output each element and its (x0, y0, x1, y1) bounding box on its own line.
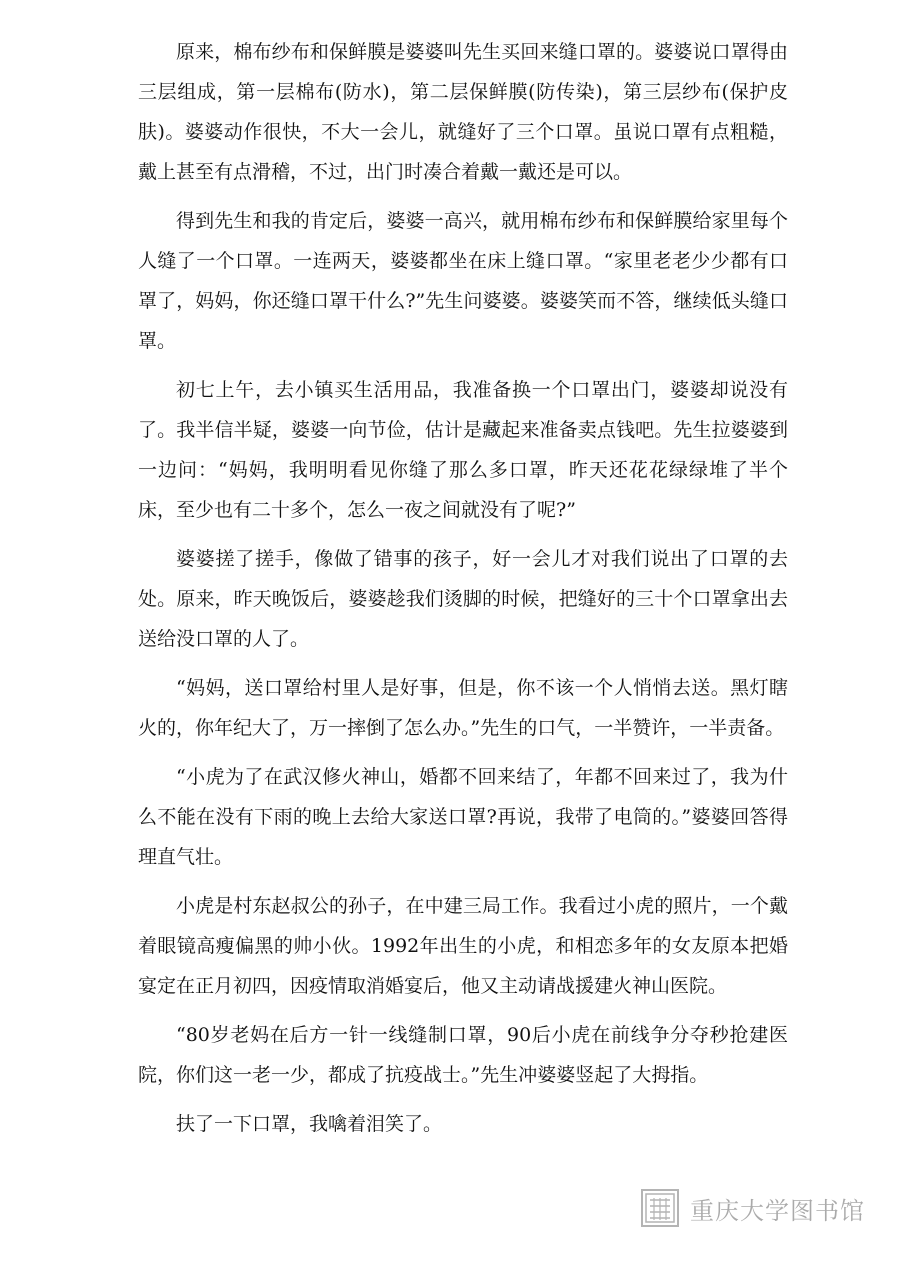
paragraph-8: “80岁老妈在后方一针一线缝制口罩，90后小虎在前线争分夺秒抢建医院，你们这一老一少，都成了抗疫战士。”先生冲婆婆竖起了大拇指。 (138, 1024, 788, 1086)
paragraph-6: “小虎为了在武汉修火神山，婚都不回来结了，年都不回来过了，我为什么不能在没有下雨的晚上去给大家送口罩?再说，我带了电筒的。”婆婆回答得理直气壮。 (138, 766, 788, 868)
paragraph-2: 得到先生和我的肯定后，婆婆一高兴，就用棉布纱布和保鲜膜给家里每个人缝了一个口罩。一连两天，婆婆都坐在床上缝口罩。“家里老老少少都有口罩了，妈妈，你还缝口罩干什么?”先生问婆婆。婆婆笑而不答，继续低头缝口罩。 (138, 210, 788, 352)
paragraph-9: 扶了一下口罩，我噙着泪笑了。 (176, 1113, 443, 1135)
watermark-text: 重庆大学图书馆 (690, 1196, 865, 1225)
paragraph-5: “妈妈，送口罩给村里人是好事，但是，你不该一个人悄悄去送。黑灯瞎火的，你年纪大了，万一摔倒了怎么办。”先生的口气，一半赞许，一半责备。 (138, 677, 788, 739)
paragraph-4: 婆婆搓了搓手，像做了错事的孩子，好一会儿才对我们说出了口罩的去处。原来，昨天晚饭后，婆婆趁我们烫脚的时候，把缝好的三十个口罩拿出去送给没口罩的人了。 (138, 548, 788, 650)
paragraph-1: 原来，棉布纱布和保鲜膜是婆婆叫先生买回来缝口罩的。婆婆说口罩得由三层组成，第一层棉布(防水)，第二层保鲜膜(防传染)，第三层纱布(保护皮肤)。婆婆动作很快，不大一会儿，就缝好了三个口罩。虽说口罩有点粗糙，戴上甚至有点滑稽，不过，出门时凑合着戴一戴还是可以。 (138, 41, 788, 183)
library-watermark (640, 1188, 865, 1228)
article-body (138, 32, 788, 1153)
paragraph-7: 小虎是村东赵叔公的孙子，在中建三局工作。我看过小虎的照片，一个戴着眼镜高瘦偏黑的帅小伙。1992年出生的小虎，和相恋多年的女友原本把婚宴定在正月初四，因疫情取消婚宴后，他又主动请战援建火神山医院。 (138, 895, 788, 997)
paragraph-3: 初七上午，去小镇买生活用品，我准备换一个口罩出门，婆婆却说没有了。我半信半疑，婆婆一向节俭，估计是藏起来准备卖点钱吧。先生拉婆婆到一边问：“妈妈，我明明看见你缝了那么多口罩，昨天还花花绿绿堆了半个床，至少也有二十多个，怎么一夜之间就没有了呢?” (138, 379, 788, 521)
library-seal-icon (640, 1188, 680, 1228)
